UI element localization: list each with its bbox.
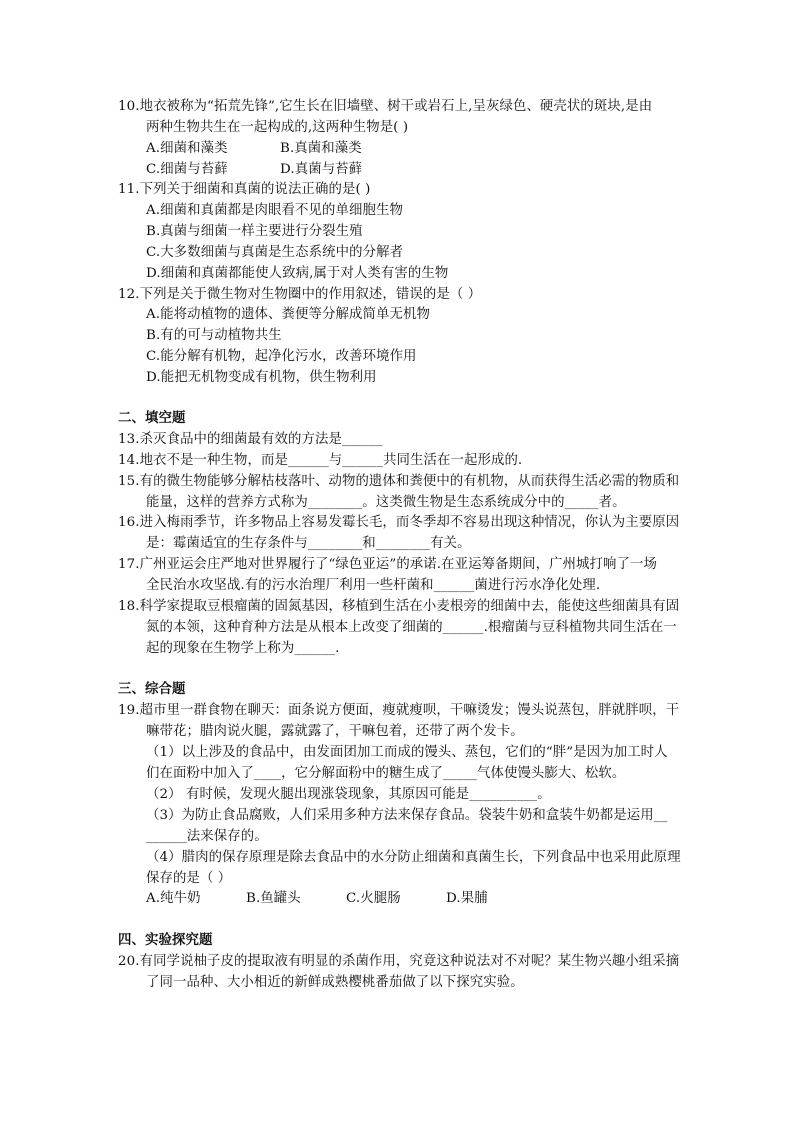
q19-option-d: D.果脯 [446,891,488,906]
q19-part1-line1: （1）以上涉及的食品中，由发面团加工而成的馒头、蒸包，它们的“胖”是因为加工时人 [146,745,668,760]
q11-option-d: D.细菌和真菌都能使人致病,属于对人类有害的生物 [146,266,449,281]
q19-option-c: C.火腿肠 [346,891,401,906]
q15-line2: 能量，这样的营养方式称为________。这类微生物是生态系统成分中的_____者。 [146,495,626,510]
q18-line1: 18.科学家提取豆根瘤菌的固氮基因，移植到生活在小麦根旁的细菌中去，能使这些细菌具有固 [118,599,680,614]
q19-part3-line1: （3）为防止食品腐败，人们采用多种方法来保存食品。袋装牛奶和盒装牛奶都是运用__ [146,808,668,823]
q10-option-c: C.细菌与苔藓 [146,162,228,177]
q19-line2: 嘛带花；腊肉说火腿，露就露了，干嘛包着，还带了两个发卡。 [146,724,524,739]
q12-option-b: B.有的可与动植物共生 [146,328,282,343]
q19-option-b: B.鱼罐头 [246,891,301,906]
q20-line1: 20.有同学说柚子皮的提取液有明显的杀菌作用，究竟这种说法对不对呢？某生物兴趣小组采摘 [118,954,680,969]
q10-option-a: A.细菌和藻类 [146,141,228,156]
section-heading-fill-in: 二、填空题 [118,411,186,426]
q10-option-b: B.真菌和藻类 [280,141,362,156]
q20-line2: 了同一品种、大小相近的新鲜成熟樱桃番茄做了以下探究实验。 [146,975,524,990]
q17-line1: 17.广州亚运会庄严地对世界履行了“绿色亚运”的承诺.在亚运筹备期间，广州城打响了一场 [118,557,657,572]
q10-stem-line2: 两种生物共生在一起构成的,这两种生物是( ) [146,120,409,135]
q11-option-c: C.大多数细菌与真菌是生态系统中的分解者 [146,245,404,260]
section-heading-experiment: 四、实验探究题 [118,933,213,948]
q17-line2: 全民治水攻坚战.有的污水治理厂利用一些杆菌和______菌进行污水净化处理. [146,578,601,593]
q13: 13.杀灭食品中的细菌最有效的方法是______ [118,432,383,447]
q19-part2: （2） 有时候，发现火腿出现涨袋现象，其原因可能是__________。 [146,787,551,802]
q12-stem: 12.下列是关于微生物对生物圈中的作用叙述，错误的是（ ） [118,287,482,302]
q10-stem-line1: 10.地衣被称为“拓荒先锋”,它生长在旧墙壁、树干或岩石上,呈灰绿色、硬壳状的斑块,是由 [118,99,653,114]
q15-line1: 15.有的微生物能够分解枯枝落叶、动物的遗体和粪便中的有机物，从而获得生活必需的物质和 [118,474,680,489]
q10-options-row2 [146,159,362,180]
q10-options-row1 [146,138,362,159]
q11-option-a: A.细菌和真菌都是肉眼看不见的单细胞生物 [146,203,403,218]
q11-stem: 11.下列关于细菌和真菌的说法正确的是( ) [118,182,371,197]
q18-line2: 氮的本领，这种育种方法是从根本上改变了细菌的______.根瘤菌与豆科植物共同生活在一 [146,620,677,635]
q19-option-a: A.纯牛奶 [146,891,201,906]
q14: 14.地衣不是一种生物，而是______与______共同生活在一起形成的. [118,453,523,468]
q11-option-b: B.真菌与细菌一样主要进行分裂生殖 [146,224,363,239]
q19-line1: 19.超市里一群食物在聊天：面条说方便面，瘦就瘦呗，干嘛烫发；馒头说蒸包，胖就胖呗，干 [118,703,680,718]
q12-option-c: C.能分解有机物，起净化污水，改善环境作用 [146,349,417,364]
q19-options-row [146,888,546,909]
q10-option-d: D.真菌与苔藓 [280,162,363,177]
section-heading-comprehensive: 三、综合题 [118,682,186,697]
q19-part1-line2: 们在面粉中加入了____，它分解面粉中的糖生成了_____气体使馒头膨大、松软。 [146,766,626,781]
q16-line1: 16.进入梅雨季节，许多物品上容易发霉长毛，而冬季却不容易出现这种情况，你认为主要原因 [118,515,680,530]
q12-option-d: D.能把无机物变成有机物，供生物利用 [146,370,377,385]
q19-part4-line1: （4）腊肉的保存原理是除去食品中的水分防止细菌和真菌生长，下列食品中也采用此原理 [146,850,681,865]
q12-option-a: A.能将动植物的遗体、粪便等分解成简单无机物 [146,307,430,322]
q19-part4-line2: 保存的是（ ） [146,871,232,886]
q19-part3-line2: ______法来保存的。 [146,829,268,844]
q16-line2: 是：霉菌适宜的生存条件与________和________有关。 [146,536,471,551]
q18-line3: 起的现象在生物学上称为______. [146,641,340,656]
